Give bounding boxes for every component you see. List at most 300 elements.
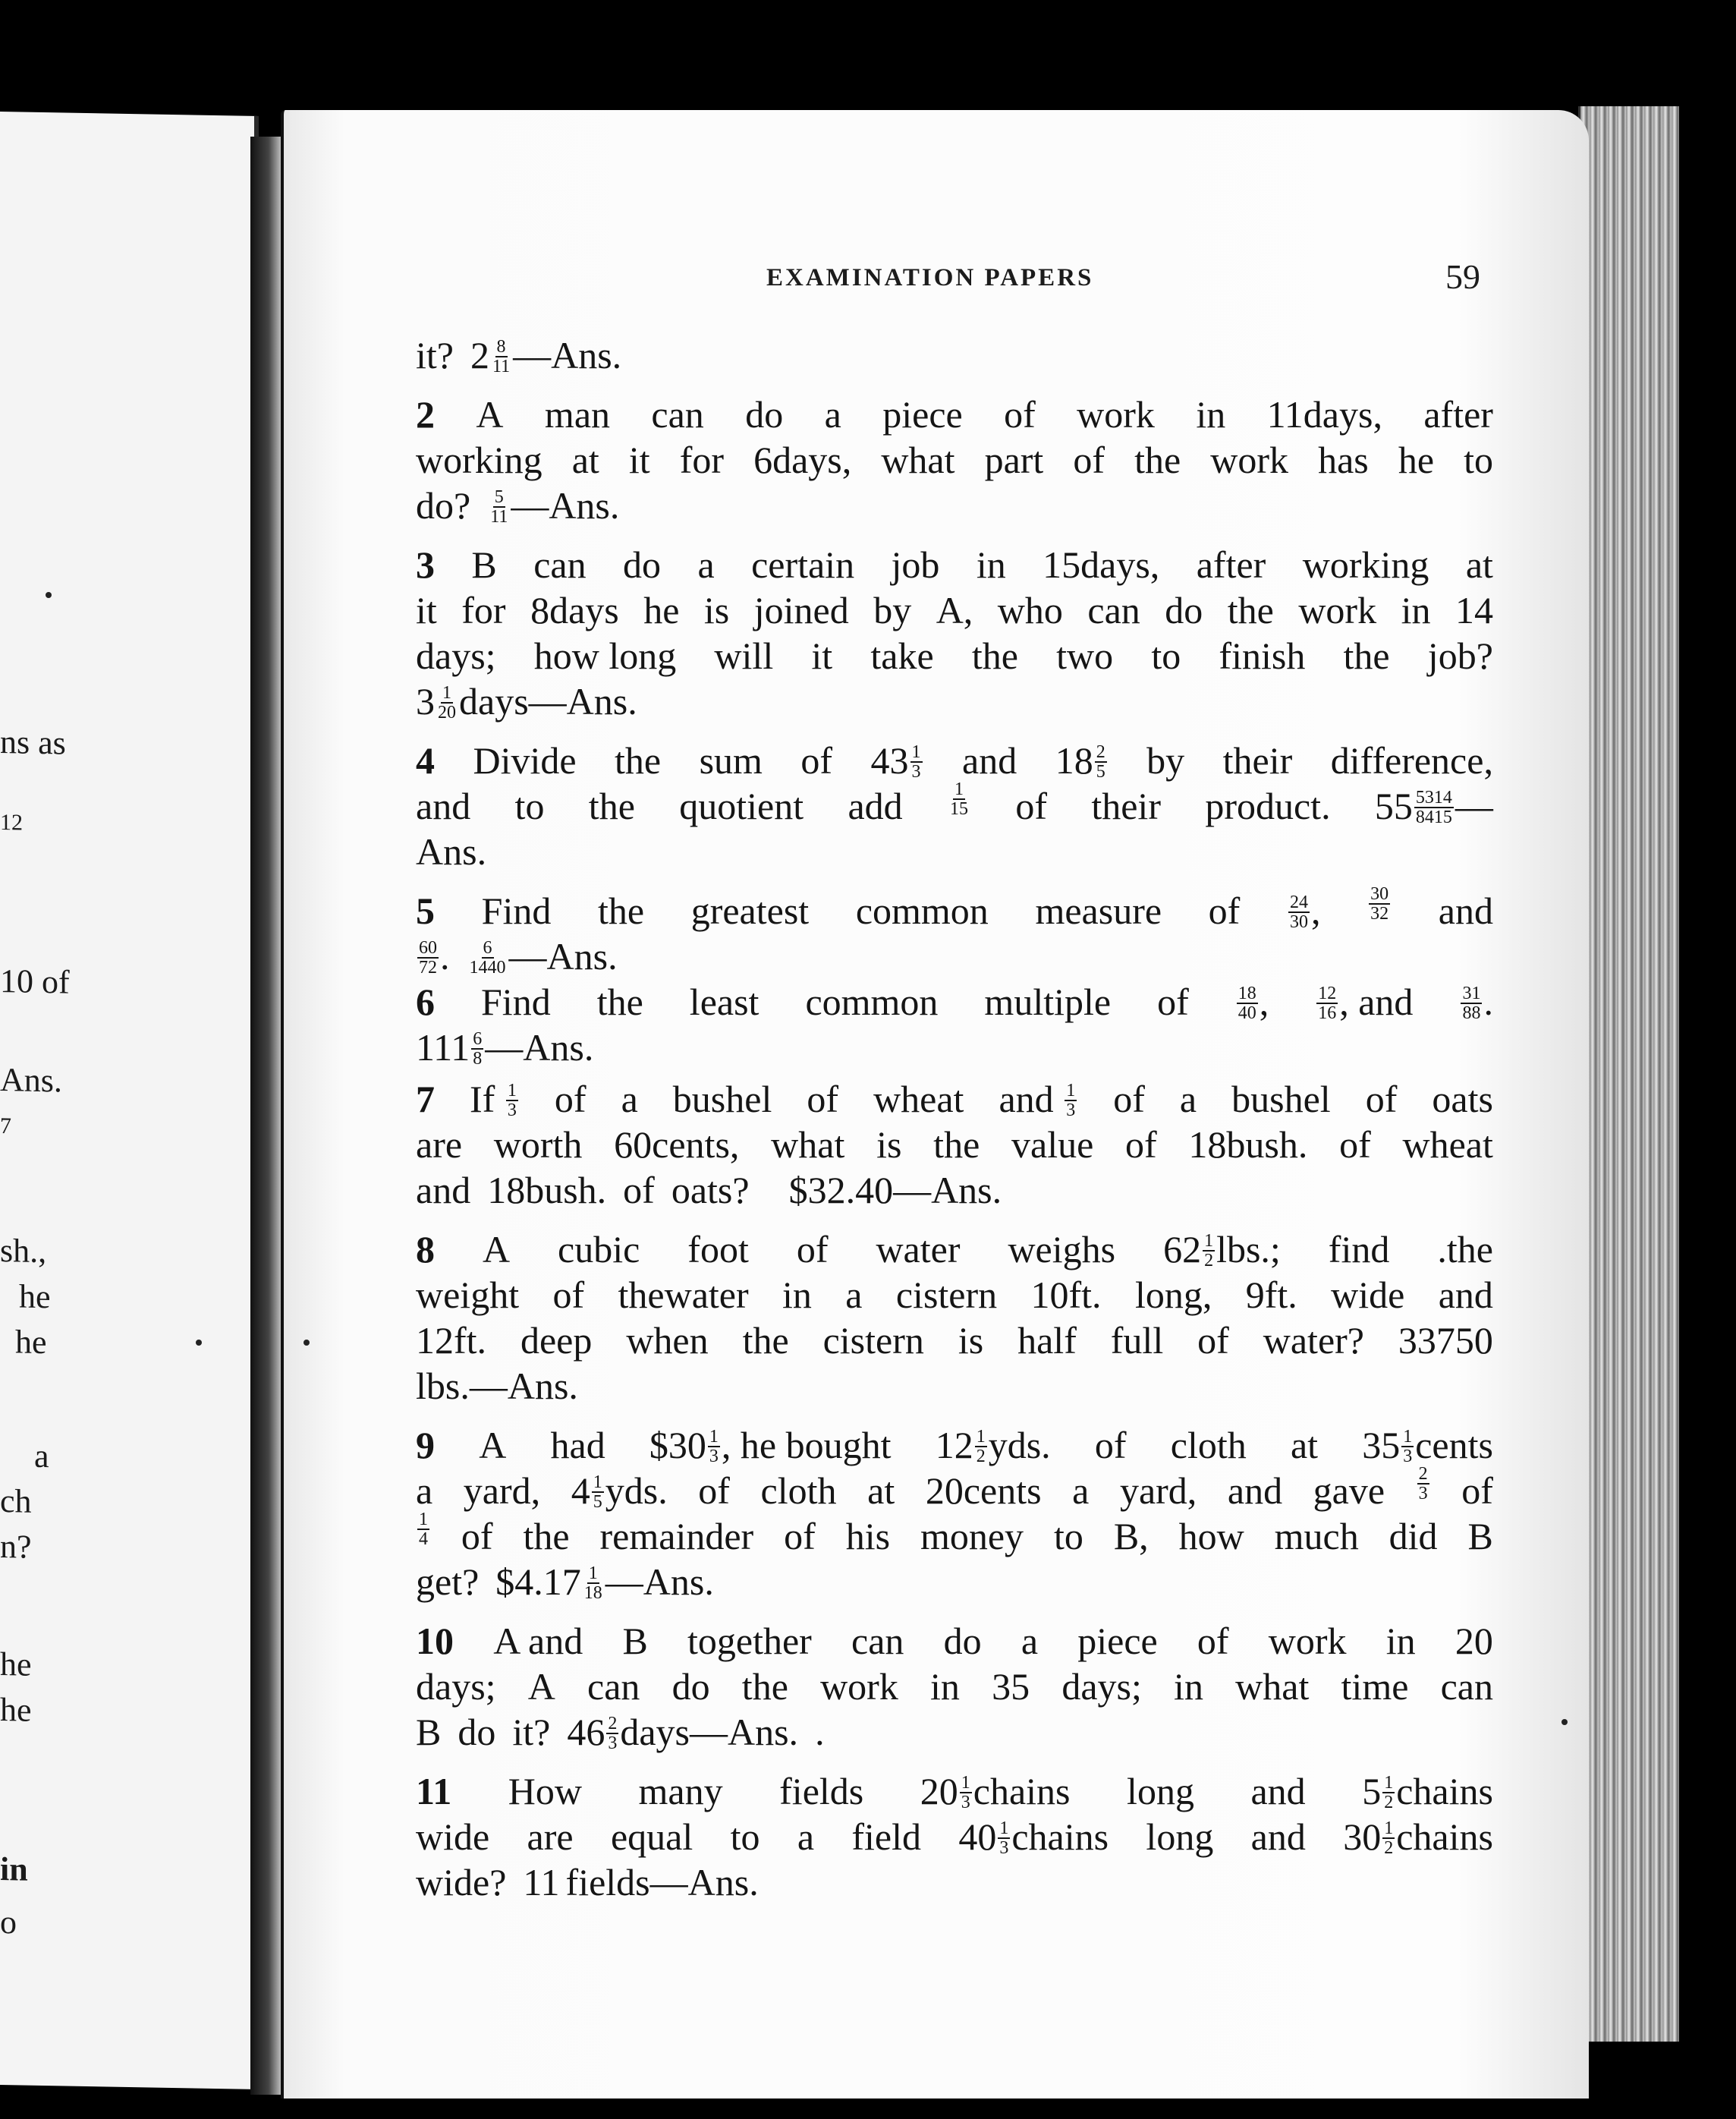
fraction: [583, 1564, 604, 1602]
text-word: money: [920, 1515, 1024, 1557]
text-word: and: [1438, 1274, 1493, 1316]
text-word: [416, 1025, 593, 1070]
left-fragment: o: [0, 1903, 17, 1941]
text-word: in: [976, 543, 1006, 586]
text-word: are: [527, 1815, 574, 1858]
text-word: ,: [1310, 889, 1321, 932]
text-word: .the: [1437, 1228, 1493, 1270]
text-word: of: [1197, 1319, 1229, 1362]
text-word: [958, 1814, 1109, 1859]
text-word: foot: [687, 1228, 749, 1270]
text-word: —Ans.: [485, 1026, 594, 1069]
text-word: at: [1290, 1424, 1319, 1466]
text-word: 1: [961, 1772, 970, 1793]
text-word: 30: [1343, 1815, 1382, 1858]
text-word: a: [824, 393, 841, 436]
text-word: 1: [507, 1080, 517, 1100]
fraction: [1414, 789, 1454, 827]
text-word: wide: [1331, 1274, 1405, 1316]
text-word: [1362, 1422, 1493, 1468]
text-word: the: [1343, 634, 1390, 677]
text-word: —Ans.: [513, 334, 622, 376]
text-word: piece: [882, 393, 963, 436]
text-word: 8415: [1415, 807, 1452, 827]
fraction: [960, 1774, 972, 1812]
text-word: multiple: [984, 981, 1112, 1023]
text-word: 2: [1418, 1464, 1428, 1484]
text-word: B: [622, 1620, 648, 1662]
text-word: of: [554, 1078, 587, 1120]
text-word: can: [1087, 589, 1140, 631]
text-word: to: [1464, 439, 1493, 481]
text-word: long: [1146, 1815, 1214, 1858]
text-word: the: [523, 1515, 570, 1557]
text-word: to: [1151, 634, 1181, 677]
fraction: [491, 338, 511, 376]
text-word: the: [971, 634, 1018, 677]
text-word: can: [533, 543, 587, 586]
text-word: the: [588, 785, 635, 827]
text-word: [416, 934, 450, 979]
problem-6: [416, 979, 1493, 1070]
text-word: of: [1339, 1123, 1371, 1166]
fraction: [606, 1714, 618, 1752]
text-word: he: [1398, 439, 1435, 481]
text-word: 1: [976, 1426, 986, 1447]
text-word: 30: [1370, 884, 1389, 904]
left-fragment: 7: [0, 1113, 11, 1139]
text-word: 3: [911, 761, 921, 782]
text-word: of: [784, 1515, 816, 1557]
text-word: yds.: [605, 1469, 668, 1512]
text-word: and: [1250, 1815, 1306, 1858]
text-word: yard,: [463, 1469, 541, 1512]
text-word: value: [1011, 1123, 1094, 1166]
text-word: days;: [416, 634, 496, 677]
text-word: bushel: [672, 1078, 772, 1120]
fraction: [1369, 885, 1390, 930]
text-word: [1362, 1768, 1493, 1814]
text-word: days—Ans.: [459, 680, 637, 723]
text-word: 20: [920, 1770, 958, 1812]
text-word: —Ans.: [605, 1560, 714, 1603]
text-word: weight: [416, 1274, 520, 1316]
speck: [46, 592, 52, 598]
text-word: and: [1438, 889, 1493, 932]
text-word: and: [999, 1078, 1054, 1120]
text-word: find: [1328, 1228, 1390, 1270]
fraction: [592, 1473, 604, 1511]
running-head: EXAMINATION PAPERS: [766, 264, 1094, 291]
text-word: 3: [961, 1792, 970, 1812]
text-word: —: [1455, 785, 1493, 827]
text-word: work: [1077, 393, 1155, 436]
text-word: of: [1365, 1078, 1398, 1120]
text-word: [1235, 979, 1269, 1025]
text-word: chains: [973, 1770, 1071, 1812]
problem-11: [416, 1768, 1493, 1905]
fraction: [1288, 893, 1310, 931]
text-word: 5: [494, 486, 504, 507]
text-word: measure: [1035, 889, 1162, 932]
text-word: 8days: [530, 589, 619, 631]
text-word: wheat: [873, 1078, 964, 1120]
text-word: 20: [438, 702, 456, 723]
text-word: time: [1341, 1665, 1409, 1708]
problem-8: [416, 1226, 1493, 1409]
text-word: in: [1174, 1665, 1203, 1708]
text-word: , and: [1339, 981, 1414, 1023]
text-word: 3: [608, 1733, 618, 1753]
text-word: days;: [1061, 1665, 1142, 1708]
text-word: for: [461, 589, 506, 631]
text-word: their: [1091, 785, 1161, 827]
text-word: a: [845, 1274, 863, 1316]
text-word: 5: [1362, 1770, 1382, 1812]
text-word: 20: [1455, 1620, 1493, 1662]
text-word: A: [479, 1424, 507, 1466]
text-word: 40: [958, 1815, 997, 1858]
text-word: yard,: [1119, 1469, 1197, 1512]
text-word: 4: [571, 1469, 590, 1512]
text-word: bushel: [1231, 1078, 1331, 1120]
text-word: will: [714, 634, 774, 677]
text-word: If: [470, 1078, 495, 1120]
text-word: 55: [1374, 785, 1413, 827]
fraction: [468, 939, 508, 977]
problem-1: [416, 332, 1493, 378]
text-word: 72: [419, 957, 437, 978]
text-word: 1: [1384, 1772, 1394, 1793]
text-word: a: [621, 1078, 638, 1120]
left-page: [0, 112, 259, 2089]
text-word: [999, 1076, 1078, 1122]
text-word: 1: [588, 1563, 598, 1583]
text-word: of: [698, 1469, 730, 1512]
text-word: yds.: [988, 1424, 1051, 1466]
text-word: 6: [483, 937, 492, 958]
text-word: equal: [610, 1815, 693, 1858]
text-word: chains: [1011, 1815, 1109, 1858]
text-word: cubic: [558, 1228, 640, 1270]
text-word: it?: [512, 1711, 551, 1753]
text-word: 5: [1096, 761, 1105, 782]
text-word: water?: [1263, 1319, 1364, 1362]
text-word: cents: [1415, 1424, 1493, 1466]
text-word: what: [1235, 1665, 1310, 1708]
text-word: deep: [520, 1319, 593, 1362]
book-gutter: [250, 137, 281, 2095]
text-word: a: [697, 543, 715, 586]
text-word: and: [962, 739, 1017, 782]
text-word: 3: [999, 1837, 1009, 1858]
problem-number: 3: [416, 543, 435, 586]
text-word: to: [730, 1815, 760, 1858]
text-word: —Ans.: [511, 484, 620, 527]
text-word: 2: [1204, 1250, 1214, 1270]
text-word: work: [820, 1665, 898, 1708]
problem-10: [416, 1618, 1493, 1755]
text-word: 3: [1066, 1100, 1076, 1120]
text-word: 43: [870, 739, 909, 782]
text-word: Find: [481, 981, 551, 1023]
text-word: of: [1208, 889, 1241, 932]
text-word: common: [805, 981, 939, 1023]
left-fragment: Ans.: [0, 1061, 62, 1100]
text-word: part: [984, 439, 1044, 481]
text-word: 15: [950, 799, 968, 819]
text-word: common: [855, 889, 989, 932]
problem-5: [416, 884, 1493, 979]
text-word: [1287, 888, 1321, 934]
fraction: [708, 1428, 720, 1466]
text-word: 1: [419, 1510, 428, 1529]
problem-number: 2: [416, 393, 435, 436]
text-word: and: [1250, 1770, 1306, 1812]
text-word: remainder: [599, 1515, 754, 1557]
text-word: and: [1227, 1469, 1283, 1512]
text-word: and: [416, 1169, 471, 1211]
text-word: in: [782, 1274, 812, 1316]
left-fragment: he: [0, 1691, 32, 1729]
text-word: 10ft.: [1030, 1274, 1102, 1316]
text-word: cistern: [822, 1319, 924, 1362]
text-word: 1: [999, 1818, 1009, 1838]
left-fragment: ch: [0, 1482, 32, 1520]
text-word: after: [1196, 543, 1266, 586]
text-word: cloth: [760, 1469, 837, 1512]
text-word: 111: [416, 1026, 470, 1069]
text-word: how: [1178, 1515, 1244, 1557]
text-word: field: [851, 1815, 921, 1858]
text-word: 1: [1066, 1080, 1076, 1100]
text-word: job: [891, 543, 940, 586]
text-word: do: [458, 1711, 496, 1753]
text-word: 62: [1163, 1228, 1202, 1270]
text-word: who: [997, 589, 1063, 631]
text-word: 1440: [469, 957, 506, 978]
text-word: it: [811, 634, 833, 677]
text-word: of: [1113, 1078, 1145, 1120]
text-word: of: [796, 1228, 829, 1270]
text-word: it: [628, 439, 650, 481]
text-word: finish: [1219, 634, 1306, 677]
text-word: 3: [709, 1446, 719, 1466]
text-word: [470, 332, 621, 378]
fraction: [975, 1428, 987, 1466]
text-word: to: [1053, 1515, 1083, 1557]
text-word: of: [800, 739, 833, 782]
text-word: by: [1146, 739, 1185, 782]
text-word: the: [741, 1665, 788, 1708]
text-word: do: [1165, 589, 1203, 631]
text-word: is: [876, 1123, 902, 1166]
text-word: can: [1440, 1665, 1493, 1708]
text-word: 30: [1289, 912, 1308, 932]
fraction: [436, 684, 458, 722]
text-word: sum: [699, 739, 763, 782]
left-fragment: he: [19, 1277, 51, 1316]
problem-number: 9: [416, 1424, 435, 1466]
text-word: can: [651, 393, 704, 436]
text-word: for: [679, 439, 725, 481]
left-fragment: a: [34, 1437, 49, 1475]
text-word: of: [461, 1515, 493, 1557]
text-word: 60: [419, 937, 437, 958]
text-word: half: [1017, 1319, 1077, 1362]
text-word: it: [416, 589, 437, 631]
text-word: do: [943, 1620, 982, 1662]
text-word: difference,: [1330, 739, 1493, 782]
text-word: in: [1385, 1620, 1416, 1662]
text-word: [649, 1422, 892, 1468]
fraction: [998, 1819, 1010, 1857]
text-word: 24: [1289, 892, 1308, 912]
text-word: the: [615, 739, 662, 782]
text-word: 12: [935, 1424, 973, 1466]
left-fragment: sh.,: [0, 1232, 47, 1270]
text-word: 1: [954, 779, 964, 799]
text-word: did: [1388, 1515, 1438, 1557]
left-fragment: he: [0, 1645, 32, 1683]
text-word: full: [1110, 1319, 1164, 1362]
text-word: a: [416, 1469, 433, 1512]
text-word: long: [1127, 1770, 1194, 1812]
text-word: [936, 1422, 1051, 1468]
text-word: of: [1073, 439, 1105, 481]
text-word: of: [807, 1078, 839, 1120]
text-word: what: [771, 1123, 845, 1166]
text-word: the: [597, 889, 645, 932]
text-word: the: [1134, 439, 1181, 481]
fraction: [417, 1510, 429, 1556]
text-word: what: [881, 439, 955, 481]
text-word: a: [1072, 1469, 1090, 1512]
problem-number: 11: [416, 1770, 452, 1812]
text-word: [470, 1076, 520, 1122]
text-word: much: [1274, 1515, 1359, 1557]
text-word: in: [1196, 393, 1226, 436]
text-word: 33750: [1398, 1319, 1493, 1362]
text-word: of: [1157, 981, 1189, 1023]
text-word: [920, 1768, 1071, 1814]
text-word: $32.40—Ans.: [788, 1169, 1002, 1211]
text-word: how long: [533, 634, 677, 677]
text-word: 6days,: [753, 439, 852, 481]
text-word: do: [623, 543, 662, 586]
problem-number: 8: [416, 1228, 435, 1270]
text-word: and: [416, 785, 471, 827]
text-word: 40: [1238, 1003, 1256, 1023]
text-word: the: [596, 981, 643, 1023]
text-word: 1: [593, 1472, 602, 1492]
text-word: .: [1483, 981, 1493, 1023]
text-word: Ans.: [416, 830, 487, 873]
fraction: [1316, 984, 1338, 1022]
text-word: cloth: [1170, 1424, 1247, 1466]
text-word: working: [416, 439, 542, 481]
text-word: do: [745, 393, 784, 436]
problem-4: [416, 738, 1493, 874]
text-word: greatest: [690, 889, 810, 932]
text-word: after: [1423, 393, 1493, 436]
text-word: ,: [1259, 981, 1269, 1023]
text-word: 1: [442, 682, 451, 703]
text-word: worth: [493, 1123, 583, 1166]
text-word: 18: [1055, 739, 1093, 782]
text-word: the: [1227, 589, 1274, 631]
text-word: $4.17: [495, 1560, 581, 1603]
text-word: fields: [779, 1770, 864, 1812]
fraction: [948, 780, 970, 826]
text-word: at: [867, 1469, 895, 1512]
text-word: 35: [992, 1665, 1030, 1708]
text-word: A: [482, 1228, 511, 1270]
text-word: the: [933, 1123, 980, 1166]
text-word: Divide: [473, 739, 577, 782]
left-fragment: 10 of: [0, 962, 70, 1001]
problem-7: [416, 1076, 1493, 1213]
fraction: [1382, 1819, 1395, 1857]
text-word: [871, 738, 924, 783]
left-fragment: he: [15, 1323, 47, 1362]
text-word: a: [797, 1815, 815, 1858]
text-word: 5: [593, 1491, 602, 1512]
text-word: [1343, 1814, 1493, 1859]
text-word: 1: [1384, 1818, 1394, 1838]
fraction: [1401, 1428, 1414, 1466]
text-word: in: [1401, 589, 1431, 631]
text-word: chains: [1396, 1770, 1493, 1812]
text-word: thewater: [618, 1274, 749, 1316]
text-word: his: [845, 1515, 891, 1557]
problem-number: 6: [416, 981, 435, 1023]
text-word: 4: [419, 1529, 428, 1549]
text-word: A: [476, 393, 504, 436]
text-word: add: [848, 785, 903, 827]
text-word: wide?: [416, 1861, 507, 1903]
problem-2: [416, 392, 1493, 528]
text-word: chains: [1396, 1815, 1493, 1858]
text-word: 12ft.: [416, 1319, 487, 1362]
text-word: when: [626, 1319, 709, 1362]
page-edges: [1578, 106, 1679, 2042]
text-word: take: [870, 634, 934, 677]
text-word: [1163, 1226, 1281, 1272]
text-word: product.: [1205, 785, 1331, 827]
text-word: certain: [751, 543, 855, 586]
text-word: 8: [473, 1048, 483, 1069]
text-word: long,: [1134, 1274, 1212, 1316]
text-word: [487, 483, 619, 528]
text-word: had: [550, 1424, 605, 1466]
fraction: [1461, 984, 1482, 1022]
text-word: 16: [1318, 1003, 1337, 1023]
text-word: [1375, 783, 1493, 829]
text-word: many: [638, 1770, 723, 1812]
text-word: 12: [1318, 983, 1337, 1003]
text-word: 35: [1362, 1424, 1401, 1466]
page-number: 59: [1445, 257, 1480, 296]
text-word: A and: [493, 1620, 583, 1662]
text-word: to: [514, 785, 545, 827]
text-word: oats: [1432, 1078, 1493, 1120]
text-word: 2: [608, 1713, 618, 1733]
text-word: 11days,: [1266, 393, 1382, 436]
text-word: can: [587, 1665, 640, 1708]
text-word: 3: [1403, 1446, 1413, 1466]
text-word: of: [1461, 1469, 1493, 1512]
